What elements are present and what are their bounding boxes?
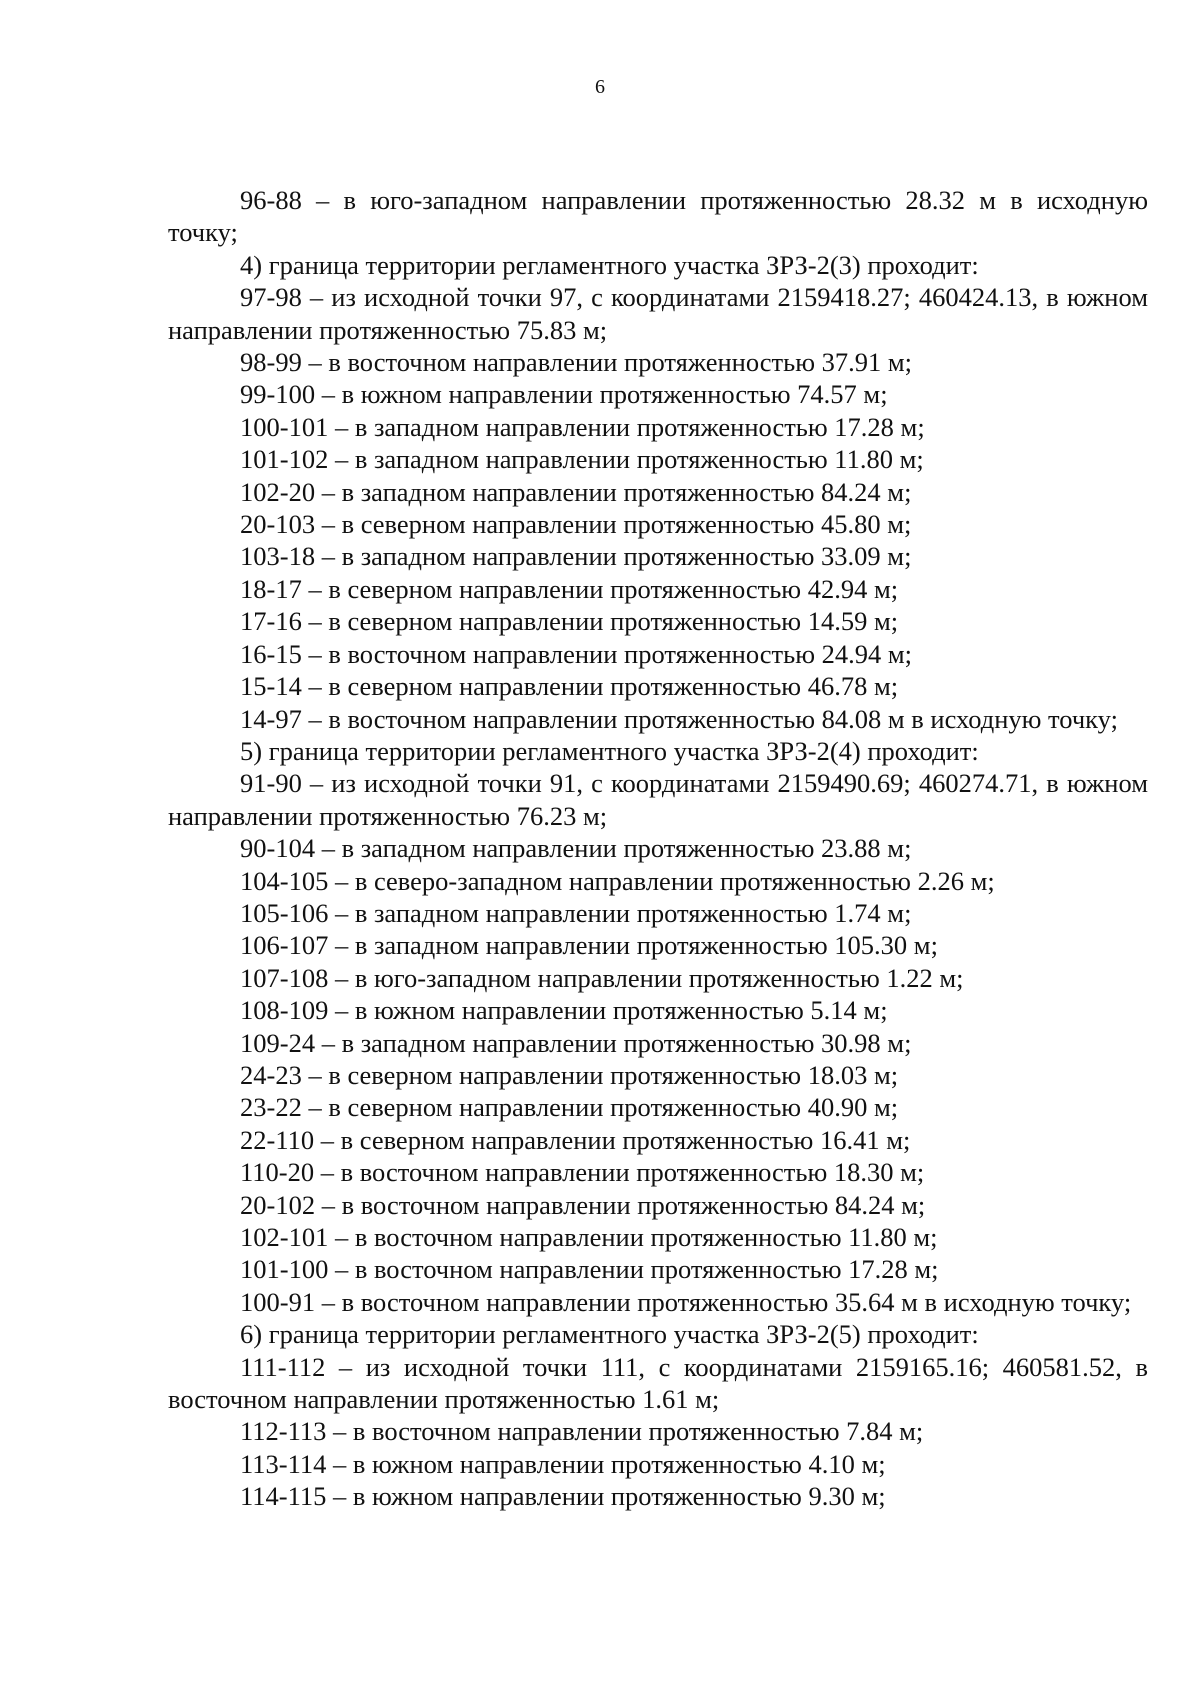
boundary-segment: 105-106 – в западном направлении протяженностью 1.74 м;: [240, 897, 912, 928]
boundary-segment: 17-16 – в северном направлении протяженностью 14.59 м;: [240, 606, 899, 637]
boundary-segment: 114-115 – в южном направлении протяженностью 9.30 м;: [240, 1481, 886, 1512]
boundary-segment: 109-24 – в западном направлении протяженностью 30.98 м;: [240, 1027, 912, 1058]
boundary-segment: 113-114 – в южном направлении протяженностью 4.10 м;: [240, 1448, 886, 1479]
boundary-segment: 22-110 – в северном направлении протяженностью 16.41 м;: [240, 1124, 911, 1155]
boundary-segment: 20-102 – в восточном направлении протяженностью 84.24 м;: [240, 1189, 926, 1220]
boundary-segment: 24-23 – в северном направлении протяженностью 18.03 м;: [240, 1059, 899, 1090]
boundary-segment: 91-90 – из исходной точки 91, с координатами 2159490.69; 460274.71, в южном направлении протяженностью 76.23 м;: [168, 768, 1148, 831]
boundary-segment: 23-22 – в северном направлении протяженностью 40.90 м;: [240, 1092, 899, 1123]
document-body: [168, 184, 1148, 1513]
page-number: 6: [595, 76, 605, 98]
section-heading: 5) граница территории регламентного участка ЗРЗ-2(4) проходит:: [240, 735, 979, 766]
boundary-segment: 112-113 – в восточном направлении протяженностью 7.84 м;: [240, 1416, 924, 1447]
boundary-segment: 90-104 – в западном направлении протяженностью 23.88 м;: [240, 833, 912, 864]
boundary-segment: 104-105 – в северо-западном направлении протяженностью 2.26 м;: [240, 865, 995, 896]
boundary-segment: 100-91 – в восточном направлении протяженностью 35.64 м в исходную точку;: [240, 1286, 1132, 1317]
boundary-segment: 16-15 – в восточном направлении протяженностью 24.94 м;: [240, 638, 912, 669]
boundary-segment: 102-101 – в восточном направлении протяженностью 11.80 м;: [240, 1222, 938, 1252]
boundary-segment: 108-109 – в южном направлении протяженностью 5.14 м;: [240, 995, 888, 1026]
boundary-segment: 102-20 – в западном направлении протяженностью 84.24 м;: [240, 476, 912, 507]
boundary-segment: 14-97 – в восточном направлении протяженностью 84.08 м в исходную точку;: [240, 703, 1118, 734]
boundary-segment: 106-107 – в западном направлении протяженностью 105.30 м;: [240, 930, 938, 961]
section-heading: 6) граница территории регламентного участка ЗРЗ-2(5) проходит:: [240, 1319, 979, 1350]
boundary-segment: 98-99 – в восточном направлении протяженностью 37.91 м;: [240, 347, 912, 378]
boundary-segment: 101-100 – в восточном направлении протяженностью 17.28 м;: [240, 1254, 939, 1285]
boundary-segment: 97-98 – из исходной точки 97, с координатами 2159418.27; 460424.13, в южном направлении протяженностью 75.83 м;: [168, 282, 1148, 345]
boundary-segment: 99-100 – в южном направлении протяженностью 74.57 м;: [240, 379, 888, 410]
boundary-segment: 18-17 – в северном направлении протяженностью 42.94 м;: [240, 573, 899, 604]
boundary-segment: 110-20 – в восточном направлении протяженностью 18.30 м;: [240, 1157, 925, 1188]
boundary-segment: 111-112 – из исходной точки 111, с координатами 2159165.16; 460581.52, в восточном направлении протяженностью 1.61 м;: [168, 1351, 1148, 1415]
boundary-segment: 101-102 – в западном направлении протяженностью 11.80 м;: [240, 444, 924, 475]
boundary-segment: 15-14 – в северном направлении протяженностью 46.78 м;: [240, 671, 899, 702]
boundary-segment: 96-88 – в юго-западном направлении протяженностью 28.32 м в исходную точку;: [168, 185, 1148, 248]
boundary-segment: 20-103 – в северном направлении протяженностью 45.80 м;: [240, 509, 912, 540]
boundary-segment: 107-108 – в юго-западном направлении протяженностью 1.22 м;: [240, 962, 964, 993]
section-heading: 4) граница территории регламентного участка ЗРЗ-2(3) проходит:: [240, 249, 979, 280]
boundary-segment: 100-101 – в западном направлении протяженностью 17.28 м;: [240, 411, 925, 442]
boundary-segment: 103-18 – в западном направлении протяженностью 33.09 м;: [240, 541, 912, 572]
